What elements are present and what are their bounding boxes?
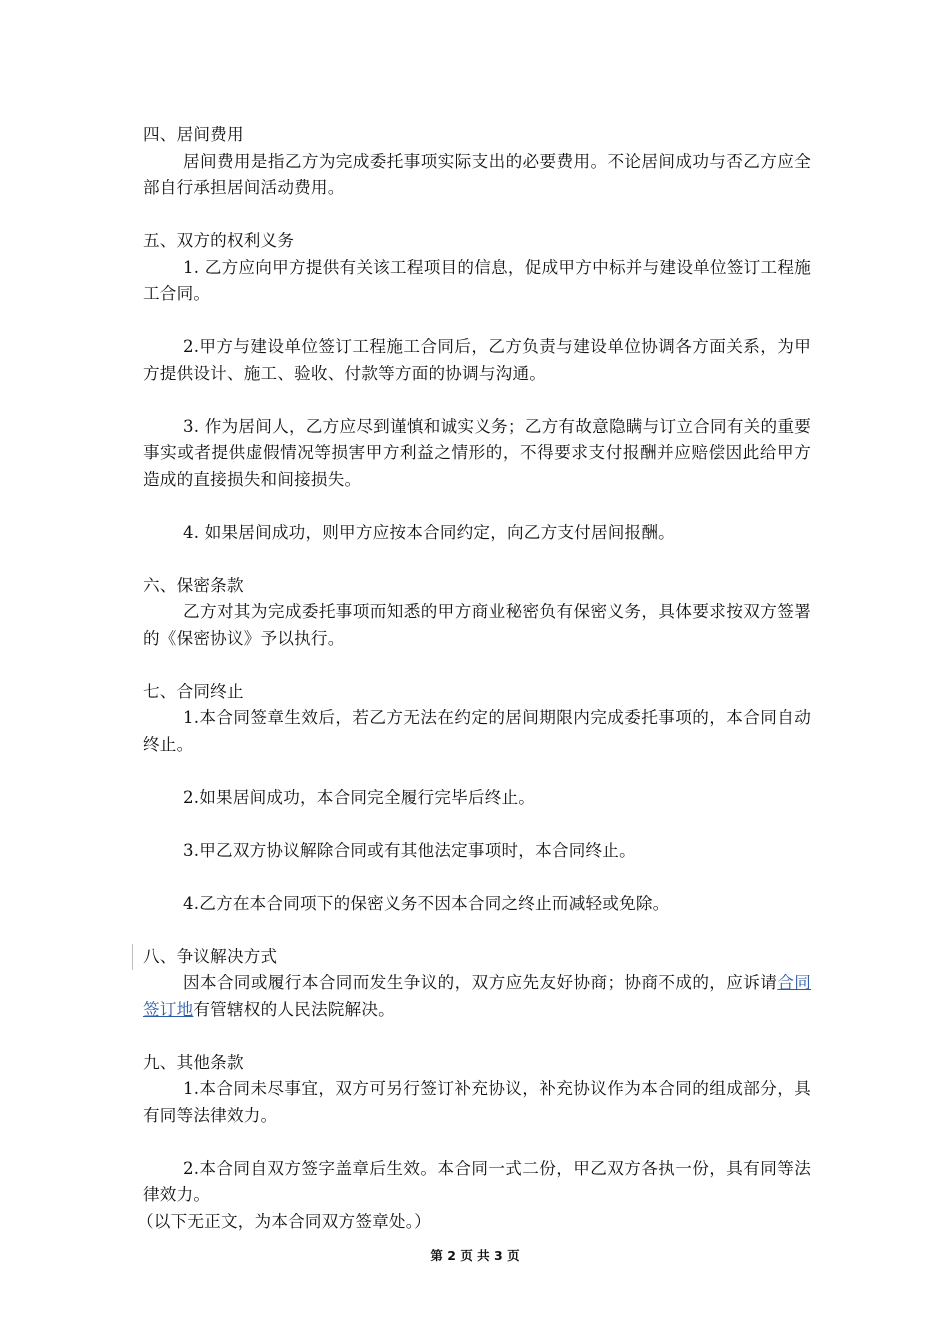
- revision-bar: [132, 944, 133, 970]
- section-heading-rights: 五、双方的权利义务: [143, 231, 295, 250]
- page-footer: 第 2 页 共 3 页: [430, 1248, 520, 1263]
- paragraph-other-2: 2.本合同自双方签字盖章后生效。本合同一式二份，甲乙双方各执一份，具有同等法律效力。: [143, 1158, 811, 1204]
- paragraph-termination-4: 4.乙方在本合同项下的保密义务不因本合同之终止而减轻或免除。: [183, 893, 670, 913]
- paragraph-fees: 居间费用是指乙方为完成委托事项实际支出的必要费用。不论居间成功与否乙方应全部自行承担居间活动费用。: [143, 151, 811, 197]
- paragraph-other-1: 1.本合同未尽事宜，双方可另行签订补充协议，补充协议作为本合同的组成部分，具有同等法律效力。: [143, 1079, 811, 1125]
- paragraph-rights-1: 1. 乙方应向甲方提供有关该工程项目的信息，促成甲方中标并与建设单位签订工程施工合同。: [143, 257, 811, 303]
- spacer: [143, 546, 811, 573]
- contract-place-link[interactable]: 合同签订地: [143, 973, 812, 1019]
- paragraph-rights-2: 2.甲方与建设单位签订工程施工合同后，乙方负责与建设单位协调各方面关系，为甲方提供设计、施工、验收、付款等方面的协调与沟通。: [143, 337, 811, 383]
- spacer: [143, 1129, 811, 1156]
- spacer: [143, 811, 811, 838]
- paragraph-dispute: [143, 970, 811, 1023]
- spacer: [143, 652, 811, 679]
- spacer: [143, 864, 811, 891]
- section-heading-termination: 七、合同终止: [143, 681, 244, 701]
- dispute-text-before: 因本合同或履行本合同而发生争议的，双方应先友好协商；协商不成的，应诉请: [183, 973, 778, 992]
- section-heading-other: 九、其他条款: [143, 1052, 244, 1072]
- spacer: [143, 917, 811, 944]
- paragraph-rights-4: 4. 如果居间成功，则甲方应按本合同约定，向乙方支付居间报酬。: [183, 522, 675, 542]
- paragraph-confidentiality: 乙方对其为完成委托事项而知悉的甲方商业秘密负有保密义务，具体要求按双方签署的《保密协议》予以执行。: [143, 602, 811, 648]
- paragraph-termination-2: 2.如果居间成功，本合同完全履行完毕后终止。: [183, 787, 536, 807]
- document-body: [137, 122, 812, 1235]
- spacer: [143, 387, 811, 414]
- section-heading-dispute: 八、争议解决方式: [143, 946, 278, 966]
- paragraph-termination-3: 3.甲乙双方协议解除合同或有其他法定事项时，本合同终止。: [183, 840, 636, 860]
- spacer: [143, 1023, 811, 1050]
- spacer: [143, 758, 811, 785]
- paragraph-termination-1: 1.本合同签章生效后，若乙方无法在约定的居间期限内完成委托事项的，本合同自动终止。: [143, 708, 811, 754]
- spacer: [143, 202, 811, 229]
- paragraph-rights-3: 3. 作为居间人，乙方应尽到谨慎和诚实义务；乙方有故意隐瞒与订立合同有关的重要事实或者提供虚假情况等损害甲方利益之情形的，不得要求支付报酬并应赔偿因此给甲方造成的直接损失和间接损失。: [143, 416, 811, 489]
- dispute-text-after: 有管辖权的人民法院解决。: [193, 999, 395, 1019]
- spacer: [143, 308, 811, 335]
- section-heading-fees: 四、居间费用: [143, 125, 244, 144]
- spacer: [143, 493, 811, 520]
- section-heading-confidentiality: 六、保密条款: [143, 575, 244, 595]
- end-of-text-note: （以下无正文，为本合同双方签章处。）: [137, 1211, 431, 1231]
